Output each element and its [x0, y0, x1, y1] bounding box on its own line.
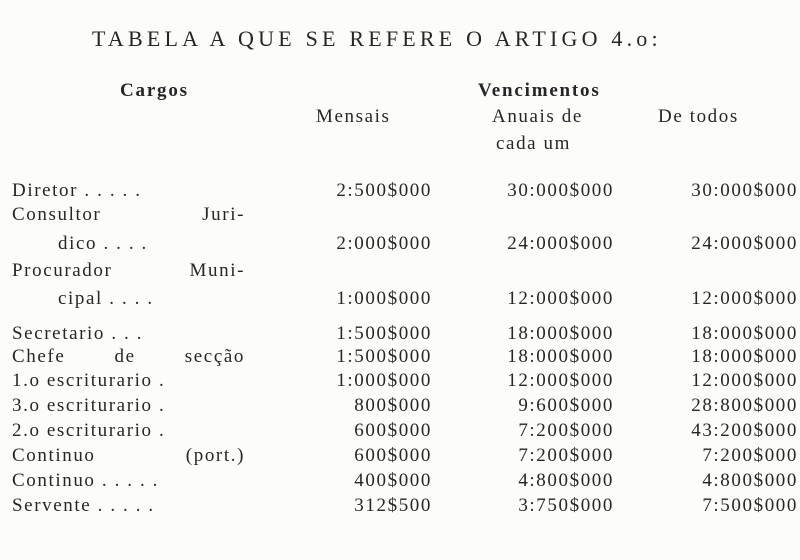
- header-anuais-line2: cada um: [496, 133, 572, 154]
- cell-mensais: 312$500: [354, 495, 432, 516]
- header-mensais: Mensais: [316, 106, 391, 127]
- cell-de-todos: 7:500$000: [702, 495, 798, 516]
- table-row: [0, 370, 800, 394]
- table-row: [0, 445, 800, 469]
- table-row: [0, 470, 800, 494]
- cell-mensais: 600$000: [354, 420, 432, 441]
- header-de-todos: De todos: [658, 106, 739, 127]
- cell-de-todos: 18:000$000: [691, 346, 798, 367]
- cell-anuais: 9:600$000: [518, 395, 614, 416]
- row-label: Procurador Muni-: [12, 260, 245, 281]
- row-label: 2.o escriturario .: [12, 420, 166, 441]
- table-row: [0, 180, 800, 204]
- cell-mensais: 2:500$000: [336, 180, 432, 201]
- row-label-continuation: dico . . . .: [58, 233, 148, 254]
- cell-de-todos: 12:000$000: [691, 370, 798, 391]
- cell-de-todos: 43:200$000: [691, 420, 798, 441]
- table-row: [0, 288, 800, 312]
- row-label: Continuo . . . . .: [12, 470, 160, 491]
- cell-de-todos: 12:000$000: [691, 288, 798, 309]
- row-label: Chefe de secção: [12, 346, 245, 367]
- row-label: Consultor Juri-: [12, 204, 245, 225]
- cell-anuais: 12:000$000: [507, 288, 614, 309]
- cell-anuais: 3:750$000: [518, 495, 614, 516]
- header-cargos: Cargos: [120, 80, 189, 101]
- row-label-continuation: cipal . . . .: [58, 288, 154, 309]
- cell-anuais: 4:800$000: [518, 470, 614, 491]
- cell-mensais: 600$000: [354, 445, 432, 466]
- row-label: Diretor . . . . .: [12, 180, 142, 201]
- cell-mensais: 2:000$000: [336, 233, 432, 254]
- table-row: [0, 495, 800, 519]
- cell-de-todos: 18:000$000: [691, 323, 798, 344]
- table-row: [0, 233, 800, 257]
- table-row: [0, 420, 800, 444]
- cell-anuais: 12:000$000: [507, 370, 614, 391]
- cell-anuais: 7:200$000: [518, 420, 614, 441]
- header-vencimentos: Vencimentos: [478, 80, 601, 101]
- cell-anuais: 24:000$000: [507, 233, 614, 254]
- cell-de-todos: 7:200$000: [702, 445, 798, 466]
- cell-mensais: 1:500$000: [336, 323, 432, 344]
- cell-mensais: 1:000$000: [336, 370, 432, 391]
- cell-anuais: 7:200$000: [518, 445, 614, 466]
- cell-anuais: 30:000$000: [507, 180, 614, 201]
- cell-mensais: 400$000: [354, 470, 432, 491]
- cell-de-todos: 28:800$000: [691, 395, 798, 416]
- cell-de-todos: 30:000$000: [691, 180, 798, 201]
- table-row: [0, 346, 800, 370]
- cell-de-todos: 4:800$000: [702, 470, 798, 491]
- row-label: 3.o escriturario .: [12, 395, 166, 416]
- table-row: [0, 323, 800, 347]
- cell-anuais: 18:000$000: [507, 323, 614, 344]
- row-label: Continuo (port.): [12, 445, 245, 466]
- cell-mensais: 1:500$000: [336, 346, 432, 367]
- cell-de-todos: 24:000$000: [691, 233, 798, 254]
- cell-anuais: 18:000$000: [507, 346, 614, 367]
- row-label: Servente . . . . .: [12, 495, 155, 516]
- cell-mensais: 1:000$000: [336, 288, 432, 309]
- row-label: 1.o escriturario .: [12, 370, 166, 391]
- header-anuais-line1: Anuais de: [492, 106, 583, 127]
- table-row: [0, 395, 800, 419]
- cell-mensais: 800$000: [354, 395, 432, 416]
- row-label: Secretario . . .: [12, 323, 144, 344]
- table-title: TABELA A QUE SE REFERE O ARTIGO 4.o:: [92, 26, 662, 51]
